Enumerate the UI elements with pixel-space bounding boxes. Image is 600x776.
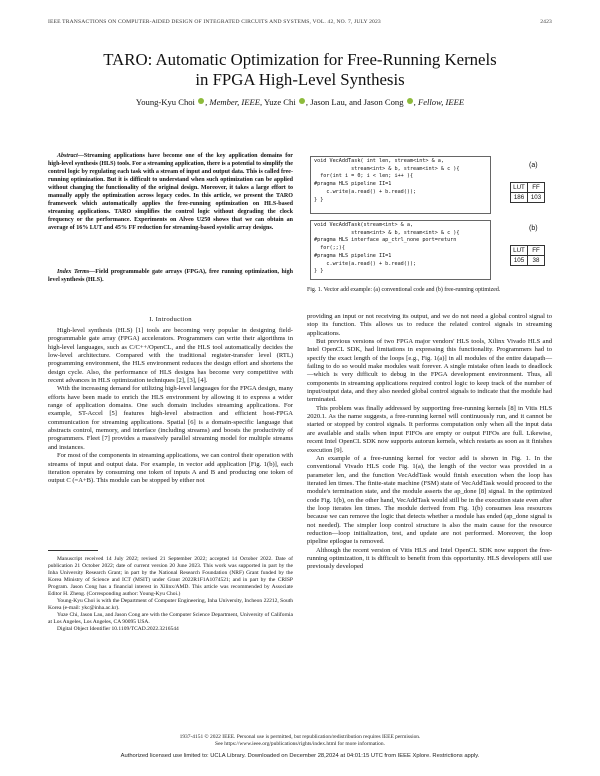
- table-cell-ff-b: 38: [528, 256, 545, 266]
- table-header-ff: FF: [528, 183, 545, 193]
- resource-table-b: [510, 245, 545, 266]
- author-2: , Yuze Chi: [260, 97, 296, 107]
- orcid-icon[interactable]: [407, 98, 413, 104]
- right-column-text: [307, 313, 552, 572]
- author-1: Young-Kyu Choi: [135, 97, 195, 107]
- paragraph: For most of the components in streaming applications, we can control their operation with streams of input and output data. For example, in vector add application [Fig. 1(b)], each iteration operates by consuming one token of inputs A and B and producing one token of output C (=A+B). This module can be stopped by either not: [48, 452, 293, 485]
- orcid-icon[interactable]: [299, 98, 305, 104]
- abstract-label: Abstract—: [57, 153, 84, 159]
- orcid-icon[interactable]: [198, 98, 204, 104]
- table-header-ff: FF: [528, 246, 545, 256]
- copyright-line: 1937-4151 © 2022 IEEE. Personal use is permitted, but republication/redistribution requires IEEE permission.: [179, 734, 421, 740]
- journal-header: IEEE TRANSACTIONS ON COMPUTER-AIDED DESIGN OF INTEGRATED CIRCUITS AND SYSTEMS, VOL. 42, NO. 7, JULY 2023: [48, 19, 381, 25]
- resource-table-a: [510, 182, 545, 203]
- figure-label-a: (a): [529, 162, 538, 169]
- table-cell-lut-a: 186: [511, 193, 528, 203]
- footnote: Yuze Chi, Jason Lau, and Jason Cong are with the Computer Science Department, University of California at Los Angeles, Los Angeles, CA 90095 USA.: [48, 611, 293, 625]
- rights-link[interactable]: See https://www.ieee.org/publications/rights/index.html for more information.: [215, 741, 385, 747]
- footnote: Young-Kyu Choi is with the Department of Computer Engineering, Inha University, Incheon 22212, South Korea (e-mail: ykc@inha.ac.kr).: [48, 597, 293, 611]
- figure-label-b: (b): [529, 225, 538, 232]
- index-terms-label: Index Terms—: [57, 269, 96, 275]
- authorized-use-banner: Authorized licensed use limited to: UCLA Library. Downloaded on December 28,2024 at 04:01:15 UTC from IEEE Xplore. Restrictions apply.: [120, 753, 480, 759]
- footnote-rule: [48, 550, 98, 551]
- author-3: , Jason Lau, and Jason Cong: [305, 97, 404, 107]
- paragraph: providing an input or not receiving its output, and we do not need a global control signal to stop its function. This allows us to reduce the related control signals in streaming applications.: [307, 313, 552, 337]
- author-line: [40, 97, 560, 107]
- footnotes: [48, 556, 293, 632]
- paragraph: Although the recent version of Vitis HLS and Intel OpenCL SDK now support the free-running optimization, it is difficult to benefit from this opportunity. HLS developers still use previously developed: [307, 546, 552, 571]
- figure-1: [307, 156, 552, 282]
- page-number: 2423: [540, 19, 552, 25]
- paragraph: With the increasing demand for utilizing high-level languages for the FPGA design, many efforts have been made to enrich the HLS environment by allowing it to express a wider range of application domains. One such domain includes streaming applications. For example, ST-Accel [5] features high-level abstraction and efficient host-FPGA communication for streaming applications. Spatial [6] is a domain-specific language that abstracts control, memory, and interface (including streams) and boosts the productivity of programmers. Fleet [7] provides a massively parallel streaming model for multiple streams and instances.: [48, 385, 293, 451]
- abstract: [48, 153, 293, 233]
- paragraph: High-level synthesis (HLS) [1] tools are becoming very popular in designing field-programmable gate array (FPGA) accelerators. Programmers can write their algorithms in high-level languages, such as C/C++/OpenCL, and the HLS tool automatically decides the low-level architecture. Compared with the traditional register-transfer level (RTL) programming environment, the HLS environment reduces the design effort and shortens the design cycle. Also, the performance of HLS designs has become very competitive with recent advances in HLS optimization techniques [2], [3], [4].: [48, 327, 293, 385]
- paragraph: But previous versions of two FPGA major vendors' HLS tools, Xilinx Vivado HLS and Intel OpenCL SDK, had limitations in expressing this functionality. Programmers had to specify the exact length of the loops [e.g., Fig. 1(a)] in all modules of the entire datapath—failing to do so would make modules wait forever. A single mistake often leads to deadlock—which is very difficult to debug in the FPGA development environment. Thus, all components in streaming applications required control logic to keep track of the number of input/output data, and they also needed global control signals to indicate that the module had terminated.: [307, 338, 552, 404]
- figure-caption: Fig. 1. Vector add example: (a) conventional code and (b) free-running optimized.: [307, 287, 501, 293]
- table-cell-ff-a: 103: [528, 193, 545, 203]
- index-terms-text: Field programmable gate arrays (FPGA), free running optimization, high level synthesis (HLS).: [48, 269, 293, 283]
- footnote: Manuscript received 14 July 2022; revised 21 September 2022; accepted 14 October 2022. Date of publication 21 October 2022; date of current version 20 June 2023. This work was supported in part by the Inha University Research Grant; in part by the National Research Foundation (NRF) Grant funded by the Korea Ministry of Science and ICT (MSIT) under Grant 2022R1F1A1074521; and in part by the CRISP Program. Jason Cong has a financial interest in Xilinx/AMD. This article was recommended by Associate Editor H. Zheng. (Corresponding author: Young-Kyu Choi.): [48, 556, 293, 597]
- table-header-lut: LUT: [511, 246, 528, 256]
- running-header: [48, 19, 552, 25]
- index-terms: [48, 269, 293, 285]
- author-1-role: , Member, IEEE: [205, 97, 260, 107]
- copyright-notice: [48, 734, 552, 748]
- title-line-2: in FPGA High-Level Synthesis: [195, 70, 405, 89]
- code-listing-b: void VecAddTask(stream<int> & a, stream<int> & b, stream<int> & c ){ #pragma HLS interface ap_ctrl_none port=return for(;;){ #pragma HLS pipeline II=1 c.write(a.read() + b.read()); } }: [310, 220, 491, 280]
- author-3-role: , Fellow, IEEE: [413, 97, 465, 107]
- paragraph: An example of a free-running kernel for vector add is shown in Fig. 1. In the conventional Vivado HLS code Fig. 1(a), the length of the vector was provided in a parameter len, and the function VecAddTask would finish execution when the loop has iterated len times. The finite-state machine (FSM) state of VecAddTask would proceed to the module's termination state, and the module asserts the ap_done [8] signal. In the optimized code Fig. 1(b), on the other hand, VecAddTask would still be in the execution state even after the loop iterates len times. The module derived from Fig. 1(b) consumes less resources because we can remove the logic that detects whether a module has ended (ap_done signal is not needed). The simpler loop control structure is also the main cause for the resource reduction—loop initialization, test, and update are not performed. Moreover, the loop pipeline epilogue is removed.: [307, 454, 552, 546]
- introduction-text: [48, 327, 293, 486]
- paper-title: [40, 50, 560, 90]
- doi: Digital Object Identifier 10.1109/TCAD.2022.3216544: [57, 625, 179, 632]
- title-line-1: TARO: Automatic Optimization for Free-Running Kernels: [103, 50, 497, 69]
- paragraph: This problem was finally addressed by supporting free-running kernels [8] in Vitis HLS 2020.1. As the name suggests, a free-running kernel will continuously run, and it cannot be started or stopped by control signals. It performs computation only when all the input data are available and stalls when input FIFOs are empty or output FIFOs are full. Likewise, recent Intel OpenCL SDK now supports autorun kernels, which restarts as soon as it finishes execution [9].: [307, 404, 552, 454]
- section-heading: I. Introduction: [149, 316, 192, 323]
- table-header-lut: LUT: [511, 183, 528, 193]
- abstract-text: Streaming applications have become one of the key application domains for high-level synthesis (HLS) tools. For a streaming application, there is a potential to simplify the control logic by regulating each task with a stream of input and output data. This is called free-running optimization. But it is difficult to understand when such optimization can be applied without changing the functionality of the original design. Moreover, it takes a large effort to manually apply the optimization across legacy codes. In this article, we present the TARO framework which automatically applies the free-running optimization on HLS-based streaming applications. TARO simplifies the control logic without degrading the clock frequency or the performance. Experiments on Alveo U250 shows that we can obtain an average of 16% LUT and 45% FF reduction for streaming-based systolic array designs.: [48, 153, 293, 231]
- code-listing-a: void VecAddTask( int len, stream<int> & a, stream<int> & b, stream<int> & c ){ for(int i = 0; i < len; i++ ){ #pragma HLS pipeline II=1 c.write(a.read() + b.read()); } }: [310, 156, 491, 214]
- table-cell-lut-b: 105: [511, 256, 528, 266]
